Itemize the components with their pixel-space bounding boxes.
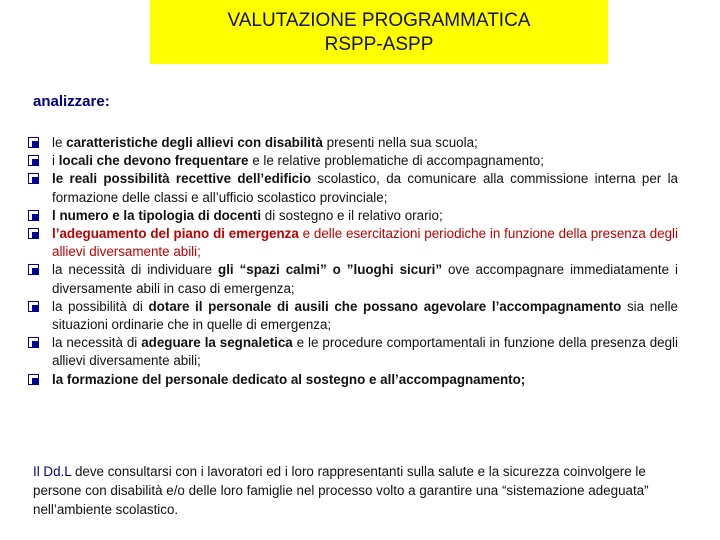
bullet-text: la necessità di bbox=[52, 335, 142, 351]
bullet-text: ove accompagnare immediatamente i diversamente abili in caso di emergenza; bbox=[52, 262, 678, 296]
bullet-item bbox=[28, 134, 678, 152]
bullet-bold-text: gli “spazi calmi” o ”luoghi sicuri” bbox=[218, 262, 443, 278]
footer-text: deve consultarsi con i lavoratori ed i loro rappresentanti sulla salute e la sicurezza coinvolgere le persone con disabilità e/o delle loro famiglie nel processo volto a garantire una “sistemazione adeguata” nell’ambiente scolastico. bbox=[33, 464, 649, 517]
bullet-text: scolastico, da comunicare alla commissione interna per la formazione delle classi e all’ufficio scolastico provinciale; bbox=[52, 171, 678, 205]
bullet-item bbox=[28, 334, 678, 370]
square-bullet-icon bbox=[28, 210, 39, 221]
bullet-bold-text: le reali possibilità recettive dell’edificio bbox=[52, 171, 312, 187]
bullet-item bbox=[28, 261, 678, 297]
bullet-item bbox=[28, 152, 678, 170]
bullet-bold-text: l’adeguamento del piano di emergenza bbox=[52, 226, 299, 242]
bullet-item bbox=[28, 298, 678, 334]
bullet-bold-text: adeguare la segnaletica bbox=[141, 335, 293, 351]
bullet-bold-text: l numero e la tipologia di docenti bbox=[52, 207, 262, 223]
bullet-text: e delle esercitazioni periodiche in funzione della presenza degli allievi diversamente abili; bbox=[52, 226, 678, 260]
bullet-item bbox=[28, 371, 678, 389]
bullet-bold-text: la formazione del personale dedicato al sostegno e all’accompagnamento; bbox=[52, 371, 526, 387]
square-bullet-icon bbox=[28, 155, 39, 166]
square-bullet-icon bbox=[28, 137, 39, 148]
bullet-bold-text: caratteristiche degli allievi con disabilità bbox=[66, 135, 323, 150]
bullet-bold-text: locali che devono frequentare bbox=[58, 153, 249, 169]
square-bullet-icon bbox=[28, 228, 39, 239]
bullet-text: le bbox=[52, 135, 67, 150]
footer-prefix: Il Dd.L bbox=[33, 464, 72, 479]
bullet-text: la necessità di individuare bbox=[52, 262, 219, 278]
bullet-bold-text: dotare il personale di ausili che possano agevolare l’accompagnamento bbox=[148, 298, 622, 314]
bullet-text: e le procedure comportamentali in funzione della presenza degli allievi diversamente abili; bbox=[52, 335, 678, 369]
bullet-list bbox=[28, 134, 678, 389]
square-bullet-icon bbox=[28, 264, 39, 275]
square-bullet-icon bbox=[28, 173, 39, 184]
bullet-text: sia nelle situazioni ordinarie che in quelle di emergenza; bbox=[52, 298, 678, 333]
bullet-item bbox=[28, 207, 678, 225]
title-line-1: VALUTAZIONE PROGRAMMATICA bbox=[227, 10, 531, 31]
subheading: analizzare: bbox=[33, 93, 110, 110]
bullet-text: presenti nella sua scuola; bbox=[322, 135, 478, 150]
square-bullet-icon bbox=[28, 374, 39, 385]
bullet-item bbox=[28, 225, 678, 261]
bullet-text: e le relative problematiche di accompagnamento; bbox=[248, 153, 544, 169]
title-line-2: RSPP-ASPP bbox=[324, 34, 434, 55]
bullet-item bbox=[28, 170, 678, 206]
footer-paragraph bbox=[33, 462, 658, 519]
slide-title bbox=[150, 0, 608, 64]
bullet-text: di sostegno e il relativo orario; bbox=[261, 207, 443, 223]
bullet-text: la possibilità di bbox=[52, 298, 149, 314]
square-bullet-icon bbox=[28, 337, 39, 348]
square-bullet-icon bbox=[28, 301, 39, 312]
bullet-text: i bbox=[52, 153, 59, 169]
